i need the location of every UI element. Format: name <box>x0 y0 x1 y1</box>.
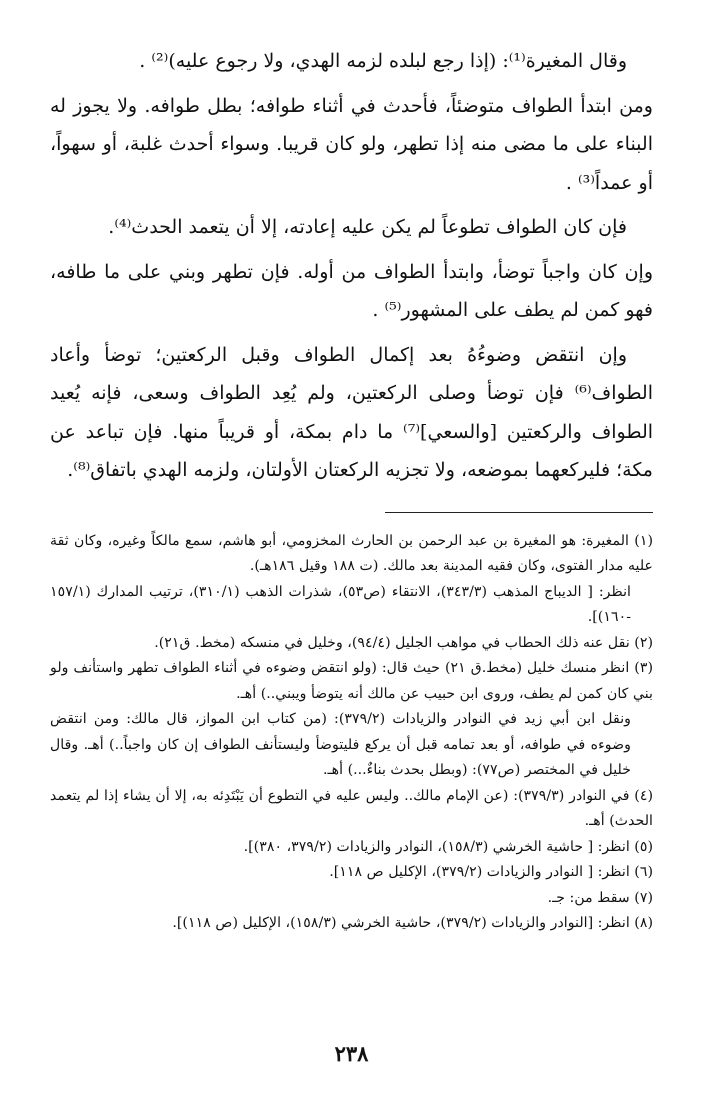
paragraph-3: فإن كان الطواف تطوعاً لم يكن عليه إعادته، إلا أن يتعمد الحدث⁽⁴⁾. <box>108 216 627 238</box>
paragraph-1: وقال المغيرة⁽¹⁾: (إذا رجع لبلده لزمه الهدي، ولا رجوع عليه)⁽²⁾ . <box>139 50 627 72</box>
footnote-3-continued: ونقل ابن أبي زيد في النوادر والزيادات (٣٧٩/٢): (من كتاب ابن المواز، قال مالك: ومن انتقض وضوءه في طوافه، أو بعد تمامه قبل أن يركع فليتوضأ وليستأنف الطواف إن كان واجباً..) أهـ. وقال خليل في المختصر (ص٧٧): (وبطل بحدث بناءٌ...) أهـ. <box>50 711 631 778</box>
footnote-6: (٦) انظر: [ النوادر والزيادات (٣٧٩/٢)، الإكليل ص ١١٨]. <box>329 864 653 880</box>
footnote-7: (٧) سقط من: جـ. <box>547 889 653 906</box>
paragraph-2: ومن ابتدأ الطواف متوضئاً، فأحدث في أثناء طوافه؛ بطل طوافه. ولا يجوز له البناء على ما مضى منه إذا تطهر، ولو كان قريبا. وسواء أحدث غلبة، أو سهواً، أو عمداً⁽³⁾ . <box>50 94 653 194</box>
footnote-4: (٤) في النوادر (٣٧٩/٣): (عن الإمام مالك.. وليس عليه في التطوع أن يَبْتَدِئه به، إلا أن يشاء إذا لم يتعمد الحدث) أهـ. <box>50 787 653 829</box>
footnote-1-references: انظر: [ الديباج المذهب (٣٤٣/٣)، الانتقاء (ص٥٣)، شذرات الذهب (٣١٠/١)، ترتيب المدارك (١٥٧/١ -١٦٠)]. <box>50 583 631 625</box>
paragraph-5: وإن انتقض وضوءُهُ بعد إكمال الطواف وقبل الركعتين؛ توضأ وأعاد الطواف⁽⁶⁾ فإن توضأ وصلى الركعتين، ولم يُعِد الطواف وسعى، فإنه يُعيد الطواف والركعتين [والسعي]⁽⁷⁾ ما دام بمكة، أو قريباً منها. فإن تباعد عن مكة؛ فليركعهما بموضعه، ولا تجزيه الركعتان الأولتان، ولزمه الهدي باتفاق⁽⁸⁾. <box>50 343 654 481</box>
main-text <box>50 42 653 490</box>
paragraph-4: وإن كان واجباً توضأ، وابتدأ الطواف من أوله. فإن تطهر وبني على ما طافه، فهو كمن لم يطف على المشهور⁽⁵⁾ . <box>50 260 653 321</box>
footnote-3: (٣) انظر منسك خليل (مخط.ق ٢١) حيث قال: (ولو انتقض وضوءه في أثناء الطواف تطهر واستأنف ولو بني كان كمن لم يطف، وروى ابن حبيب عن مالك أنه يتوضأ ويبني..) أهـ. <box>50 660 653 702</box>
footnote-2: (٢) نقل عنه ذلك الحطاب في مواهب الجليل (٩٤/٤)، وخليل في منسكه (مخط. ق٢١). <box>154 634 653 651</box>
footnote-5: (٥) انظر: [ حاشية الخرشي (١٥٨/٣)، النوادر والزيادات (٣٧٩/٢، ٣٨٠)]. <box>243 838 653 855</box>
footnote-8: (٨) انظر: [النوادر والزيادات (٣٧٩/٢)، حاشية الخرشي (١٥٨/٣)، الإكليل (ص ١١٨)]. <box>172 915 653 931</box>
footnotes <box>50 529 653 937</box>
footnote-1: (١) المغيرة: هو المغيرة بن عبد الرحمن بن الحارث المخزومي، أبو هاشم، سمع مالكاً وغيره، وكان ثقة عليه مدار الفتوى، وكان فقيه المدينة بعد مالك. (ت ١٨٨ وقيل ١٨٦هـ). <box>50 532 653 574</box>
footnote-divider <box>385 512 653 513</box>
page-number: ٢٣٨ <box>334 1041 369 1066</box>
